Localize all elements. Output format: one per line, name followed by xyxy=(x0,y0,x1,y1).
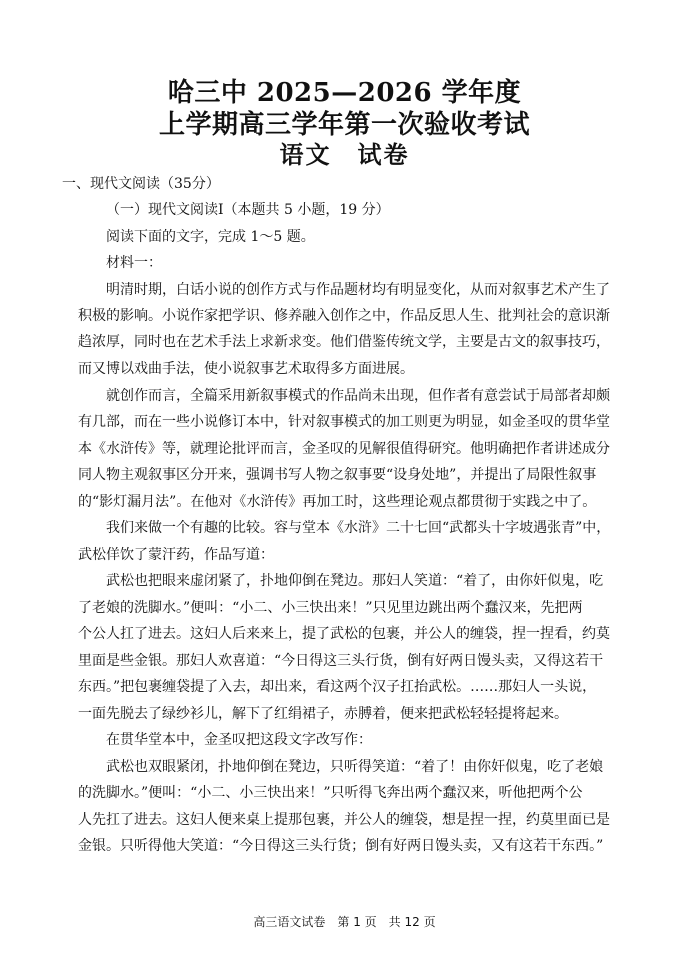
material-label: 材料一： xyxy=(106,255,162,271)
text-line: 武松也双眼紧闭，扑地仰倒在凳边，只听得笑道：“着了！由你奸似鬼，吃了老娘 xyxy=(106,759,604,775)
text-line: 金银。只听得他大笑道：“今日得这三头行货；倒有好两日馒头卖，又有这若干东西。” xyxy=(78,838,604,854)
exam-title-line-2: 上学期高三学年第一次验收考试 xyxy=(158,110,530,140)
text-line: 东西。”把包裹缠袋提了入去，却出来，看这两个汉子扛抬武松。……那妇人一头说， xyxy=(78,679,597,695)
text-line: 而又博以戏曲手法，使小说叙事艺术取得多方面进展。 xyxy=(78,361,414,377)
text-line: 的洗脚水。”便叫：“小二、小三快出来！”只听得飞奔出两个蠢汉来，听他把两个公 xyxy=(78,785,583,801)
text-line: 在贯华堂本中，金圣叹把这段文字改写作： xyxy=(106,732,372,748)
reading-instruction: 阅读下面的文字，完成 1～5 题。 xyxy=(106,229,315,245)
exam-title-subject: 语文 试卷 xyxy=(279,140,410,169)
text-line: 积极的影响。小说作家把学识、修养融入创作之中，作品反思人生、批判社会的意识渐 xyxy=(78,308,610,324)
text-line: 明清时期，白话小说的创作方式与作品题材均有明显变化，从而对叙事艺术产生了 xyxy=(106,282,610,298)
text-line: 就创作而言，全篇采用新叙事模式的作品尚未出现，但作者有意尝试于局部者却颇 xyxy=(106,388,610,404)
text-line: 武松也把眼来虚闭紧了，扑地仰倒在凳边。那妇人笑道：“着了，由你奸似鬼，吃 xyxy=(106,573,604,589)
text-line: 趋浓厚，同时也在艺术手法上求新求变。他们借鉴传统文学，主要是古文的叙事技巧， xyxy=(78,334,610,350)
text-line: 同人物主观叙事区分开来，强调书写人物之叙事要“设身处地”，并提出了局限性叙事 xyxy=(78,467,597,483)
text-line: 我们来做一个有趣的比较。容与堂本《水浒》二十七回“武都头十字坡遇张青”中， xyxy=(106,520,611,536)
text-line: 的“影灯漏月法”。在他对《水浒传》再加工时，这些理论观点都贯彻于实践之中了。 xyxy=(78,494,597,510)
text-line: 了老娘的洗脚水。”便叫：“小二、小三快出来！”只见里边跳出两个蠢汉来，先把两 xyxy=(78,600,583,616)
subsection-heading: （一）现代文阅读Ⅰ（本题共 5 小题，19 分） xyxy=(106,202,390,218)
text-line: 一面先脱去了绿纱衫儿，解下了红绢裙子，赤膊着，便来把武松轻轻提将起来。 xyxy=(78,706,568,722)
text-line: 个公人扛了进去。这妇人后来来上，提了武松的包裹，并公人的缠袋，捏一捏看，约莫 xyxy=(78,626,610,642)
text-line: 本《水浒传》等，就理论批评而言，金圣叹的见解很值得研究。他明确把作者讲述成分 xyxy=(78,441,610,457)
page-footer: 高三语文试卷 第 1 页 共 12 页 xyxy=(253,915,436,929)
section-heading: 一、现代文阅读（35分） xyxy=(62,176,220,192)
text-line: 里面是些金银。那妇人欢喜道：“今日得这三头行货，倒有好两日馒头卖，又得这若干 xyxy=(78,653,604,669)
text-line: 武松佯饮了蒙汗药，作品写道： xyxy=(78,547,274,563)
text-line: 人先扛了进去。这妇人便来桌上提那包裹，并公人的缠袋，想是捏一捏，约莫里面已是 xyxy=(78,812,610,828)
text-line: 有几部，而在一些小说修订本中，针对叙事模式的加工则更为明显，如金圣叹的贯华堂 xyxy=(78,414,610,430)
exam-title-line-1: 哈三中 2025—2026 学年度 xyxy=(167,78,522,108)
